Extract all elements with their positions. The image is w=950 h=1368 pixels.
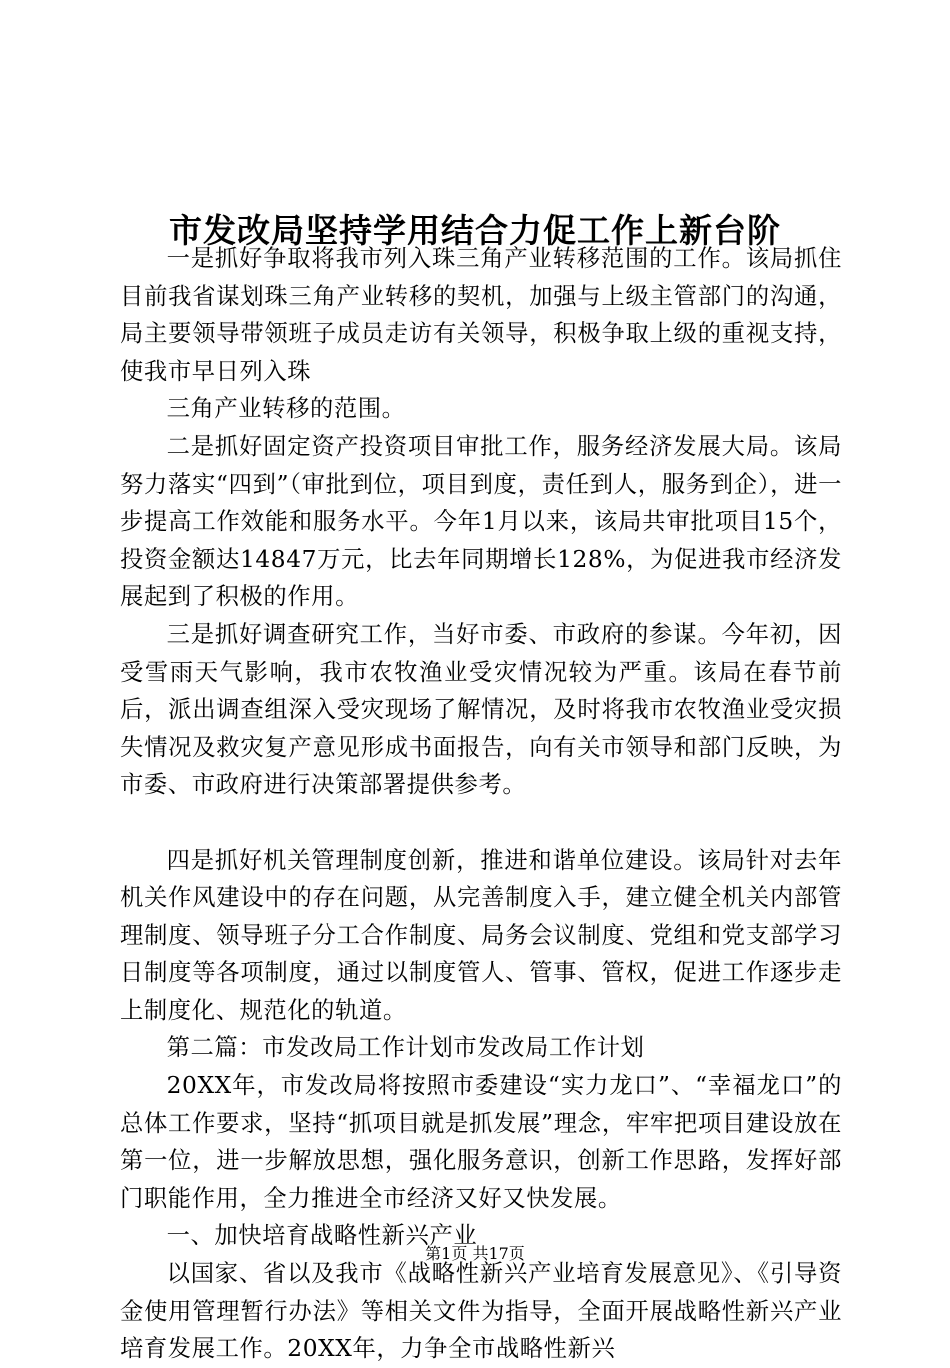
section-heading-second-article: 第二篇：市发改局工作计划市发改局工作计划 [166,1034,645,1062]
paragraph-6: 20XX年，市发改局将按照市委建设“实力龙口”、“幸福龙口”的总体工作要求，坚持“抓项目就是抓发展”理念，牢牢把项目建设放在第一位，进一步解放思想，强化服务意识，创新工作思路，发挥好部门职能作用，全力推进全市经济又好又快发展。 [120,1072,842,1212]
section-heading-1: 一、加快培育战略性新兴产业 [166,1222,478,1250]
paragraph-1: 一是抓好争取将我市列入珠三角产业转移范围的工作。该局抓住目前我省谋划珠三角产业转移的契机，加强与上级主管部门的沟通，局主要领导带领班子成员走访有关领导，积极争取上级的重视支持，使我市早日列入珠 [120,245,842,385]
paragraph-3: 二是抓好固定资产投资项目审批工作，服务经济发展大局。该局努力落实“四到”（审批到位，项目到度，责任到人，服务到企），进一步提高工作效能和服务水平。今年1月以来，该局共审批项目15个，投资金额达14847万元，比去年同期增长128%，为促进我市经济发展起到了积极的作用。 [120,432,842,611]
document-body [120,240,842,1368]
paragraph-5: 四是抓好机关管理制度创新，推进和谐单位建设。该局针对去年机关作风建设中的存在问题，从完善制度入手，建立健全机关内部管理制度、领导班子分工合作制度、局务会议制度、党组和党支部学习日制度等各项制度，通过以制度管人、管事、管权，促进工作逐步走上制度化、规范化的轨道。 [120,846,842,1024]
paragraph-spacer [120,804,842,842]
paragraph-2: 三角产业转移的范围。 [166,395,406,423]
paragraph-4: 三是抓好调查研究工作，当好市委、市政府的参谋。今年初，因受雪雨天气影响，我市农牧渔业受灾情况较为严重。该局在春节前后，派出调查组深入受灾现场了解情况，及时将我市农牧渔业受灾损失情况及救灾复产意见形成书面报告，向有关市领导和部门反映，为市委、市政府进行决策部署提供参考。 [120,620,842,799]
paragraph-7: 以国家、省以及我市《战略性新兴产业培育发展意见》、《引导资金使用管理暂行办法》等相关文件为指导，全面开展战略性新兴产业培育发展工作。20XX年，力争全市战略性新兴 [120,1260,842,1363]
page-number-footer: 第1页 共17页 [425,1244,525,1263]
document-title: 市发改局坚持学用结合力促工作上新台阶 [169,211,781,251]
